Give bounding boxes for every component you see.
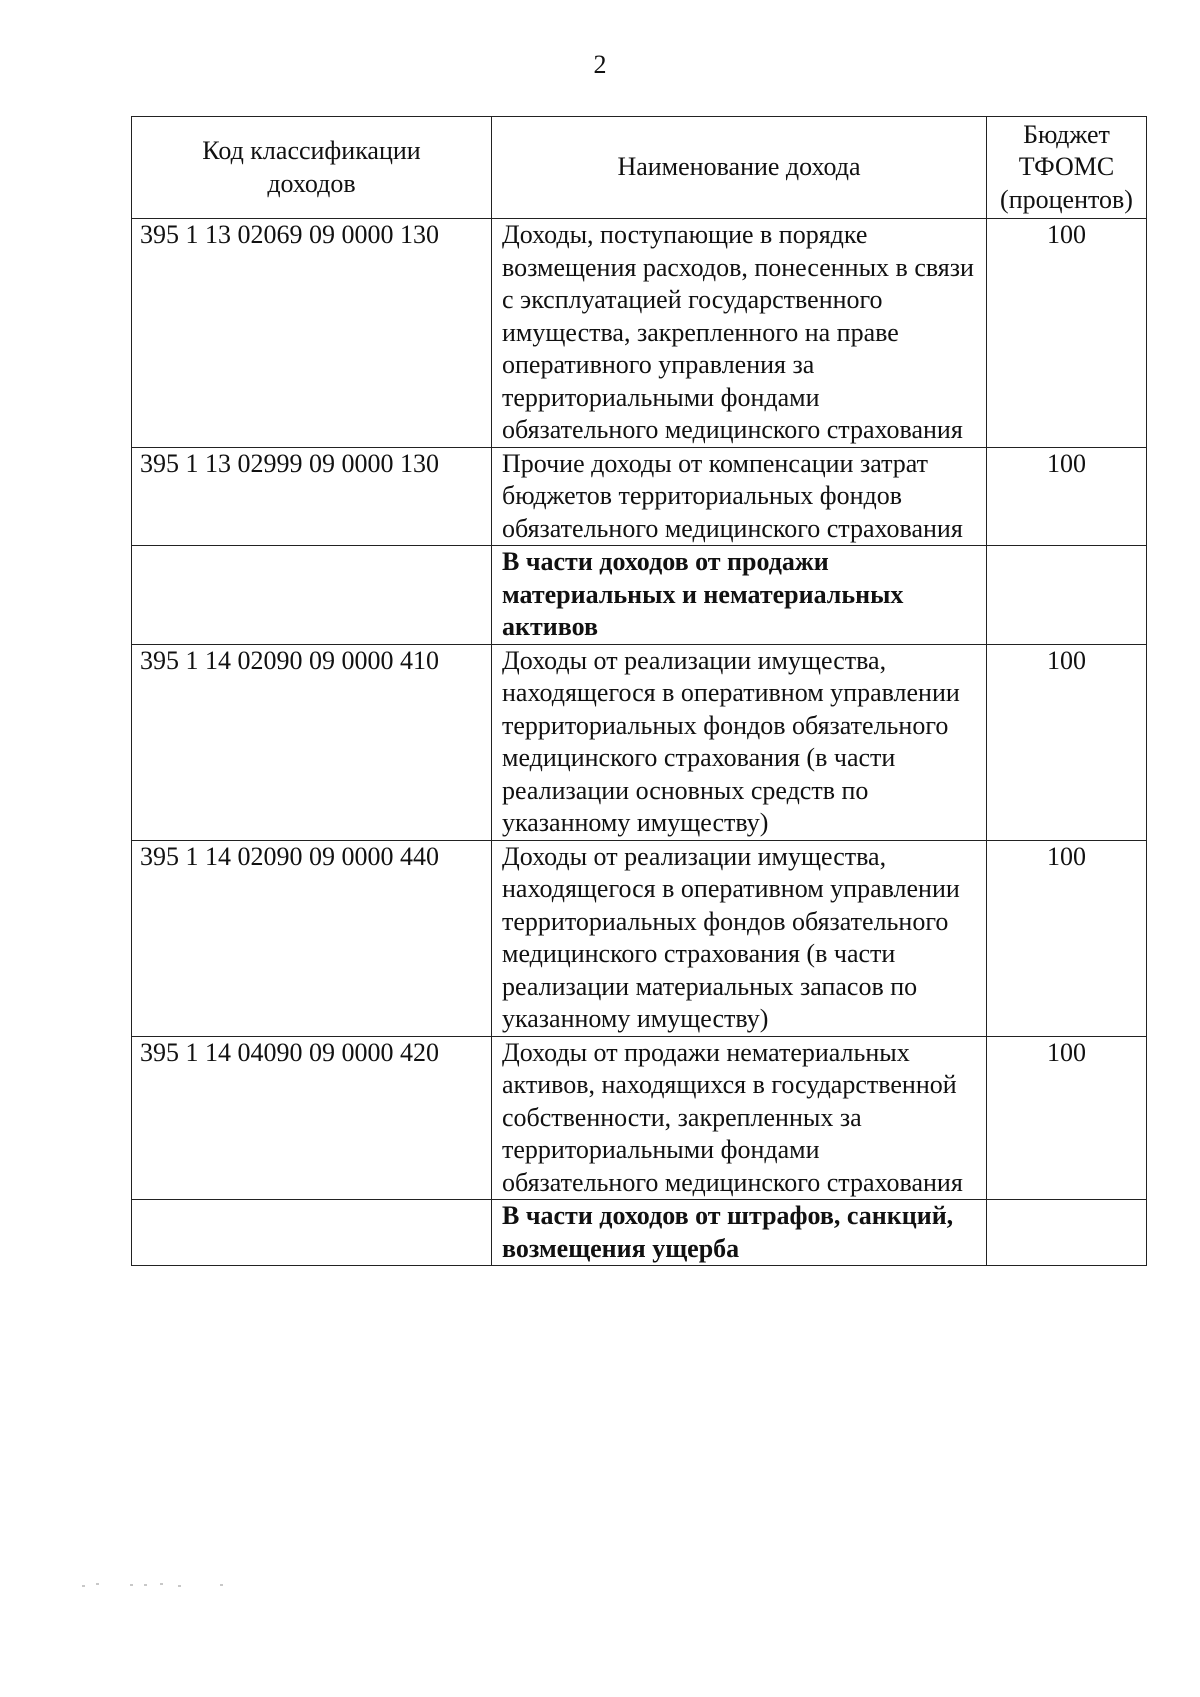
row-budget-cell: 100 [987, 840, 1147, 1036]
scan-artifact-specks [82, 1582, 232, 1588]
row-budget-cell: 100 [987, 1036, 1147, 1200]
header-name: Наименование дохода [492, 117, 987, 219]
row-code-cell: 395 1 13 02069 09 0000 130 [132, 219, 492, 448]
table-row [132, 219, 1147, 448]
header-budget: Бюджет ТФОМС (процентов) [987, 117, 1147, 219]
row-code-cell: 395 1 14 04090 09 0000 420 [132, 1036, 492, 1200]
income-classification-table [131, 116, 1147, 1266]
row-budget-cell: 100 [987, 219, 1147, 448]
row-code-cell [132, 1200, 492, 1266]
section-heading-row [132, 1200, 1147, 1266]
table-row [132, 644, 1147, 840]
row-code-cell [132, 546, 492, 645]
page-number: 2 [593, 50, 607, 79]
table-row [132, 1036, 1147, 1200]
table-row [132, 840, 1147, 1036]
row-code-cell: 395 1 14 02090 09 0000 440 [132, 840, 492, 1036]
table-header-row [132, 117, 1147, 219]
row-code-cell: 395 1 13 02999 09 0000 130 [132, 447, 492, 546]
row-name-cell: Доходы от реализации имущества, находящегося в оперативном управлении территориальных фондов обязательного медицинского страхования (в части реализации материальных запасов по указанному имуществу) [492, 840, 987, 1036]
row-name-cell: Прочие доходы от компенсации затрат бюджетов территориальных фондов обязательного медицинского страхования [492, 447, 987, 546]
section-heading-cell: В части доходов от продажи материальных и нематериальных активов [492, 546, 987, 645]
row-name-cell: Доходы от продажи нематериальных активов, находящихся в государственной собственности, закрепленных за территориальными фондами обязательного медицинского страхования [492, 1036, 987, 1200]
header-code: Код классификации доходов [132, 117, 492, 219]
section-heading-row [132, 546, 1147, 645]
section-heading-cell: В части доходов от штрафов, санкций, возмещения ущерба [492, 1200, 987, 1266]
row-budget-cell [987, 546, 1147, 645]
row-budget-cell: 100 [987, 447, 1147, 546]
row-budget-cell: 100 [987, 644, 1147, 840]
table-row [132, 447, 1147, 546]
row-code-cell: 395 1 14 02090 09 0000 410 [132, 644, 492, 840]
row-name-cell: Доходы, поступающие в порядке возмещения расходов, понесенных в связи с эксплуатацией государственного имущества, закрепленного на праве оперативного управления за территориальными фондами обязательного медицинского страхования [492, 219, 987, 448]
row-budget-cell [987, 1200, 1147, 1266]
row-name-cell: Доходы от реализации имущества, находящегося в оперативном управлении территориальных фондов обязательного медицинского страхования (в части реализации основных средств по указанному имуществу) [492, 644, 987, 840]
